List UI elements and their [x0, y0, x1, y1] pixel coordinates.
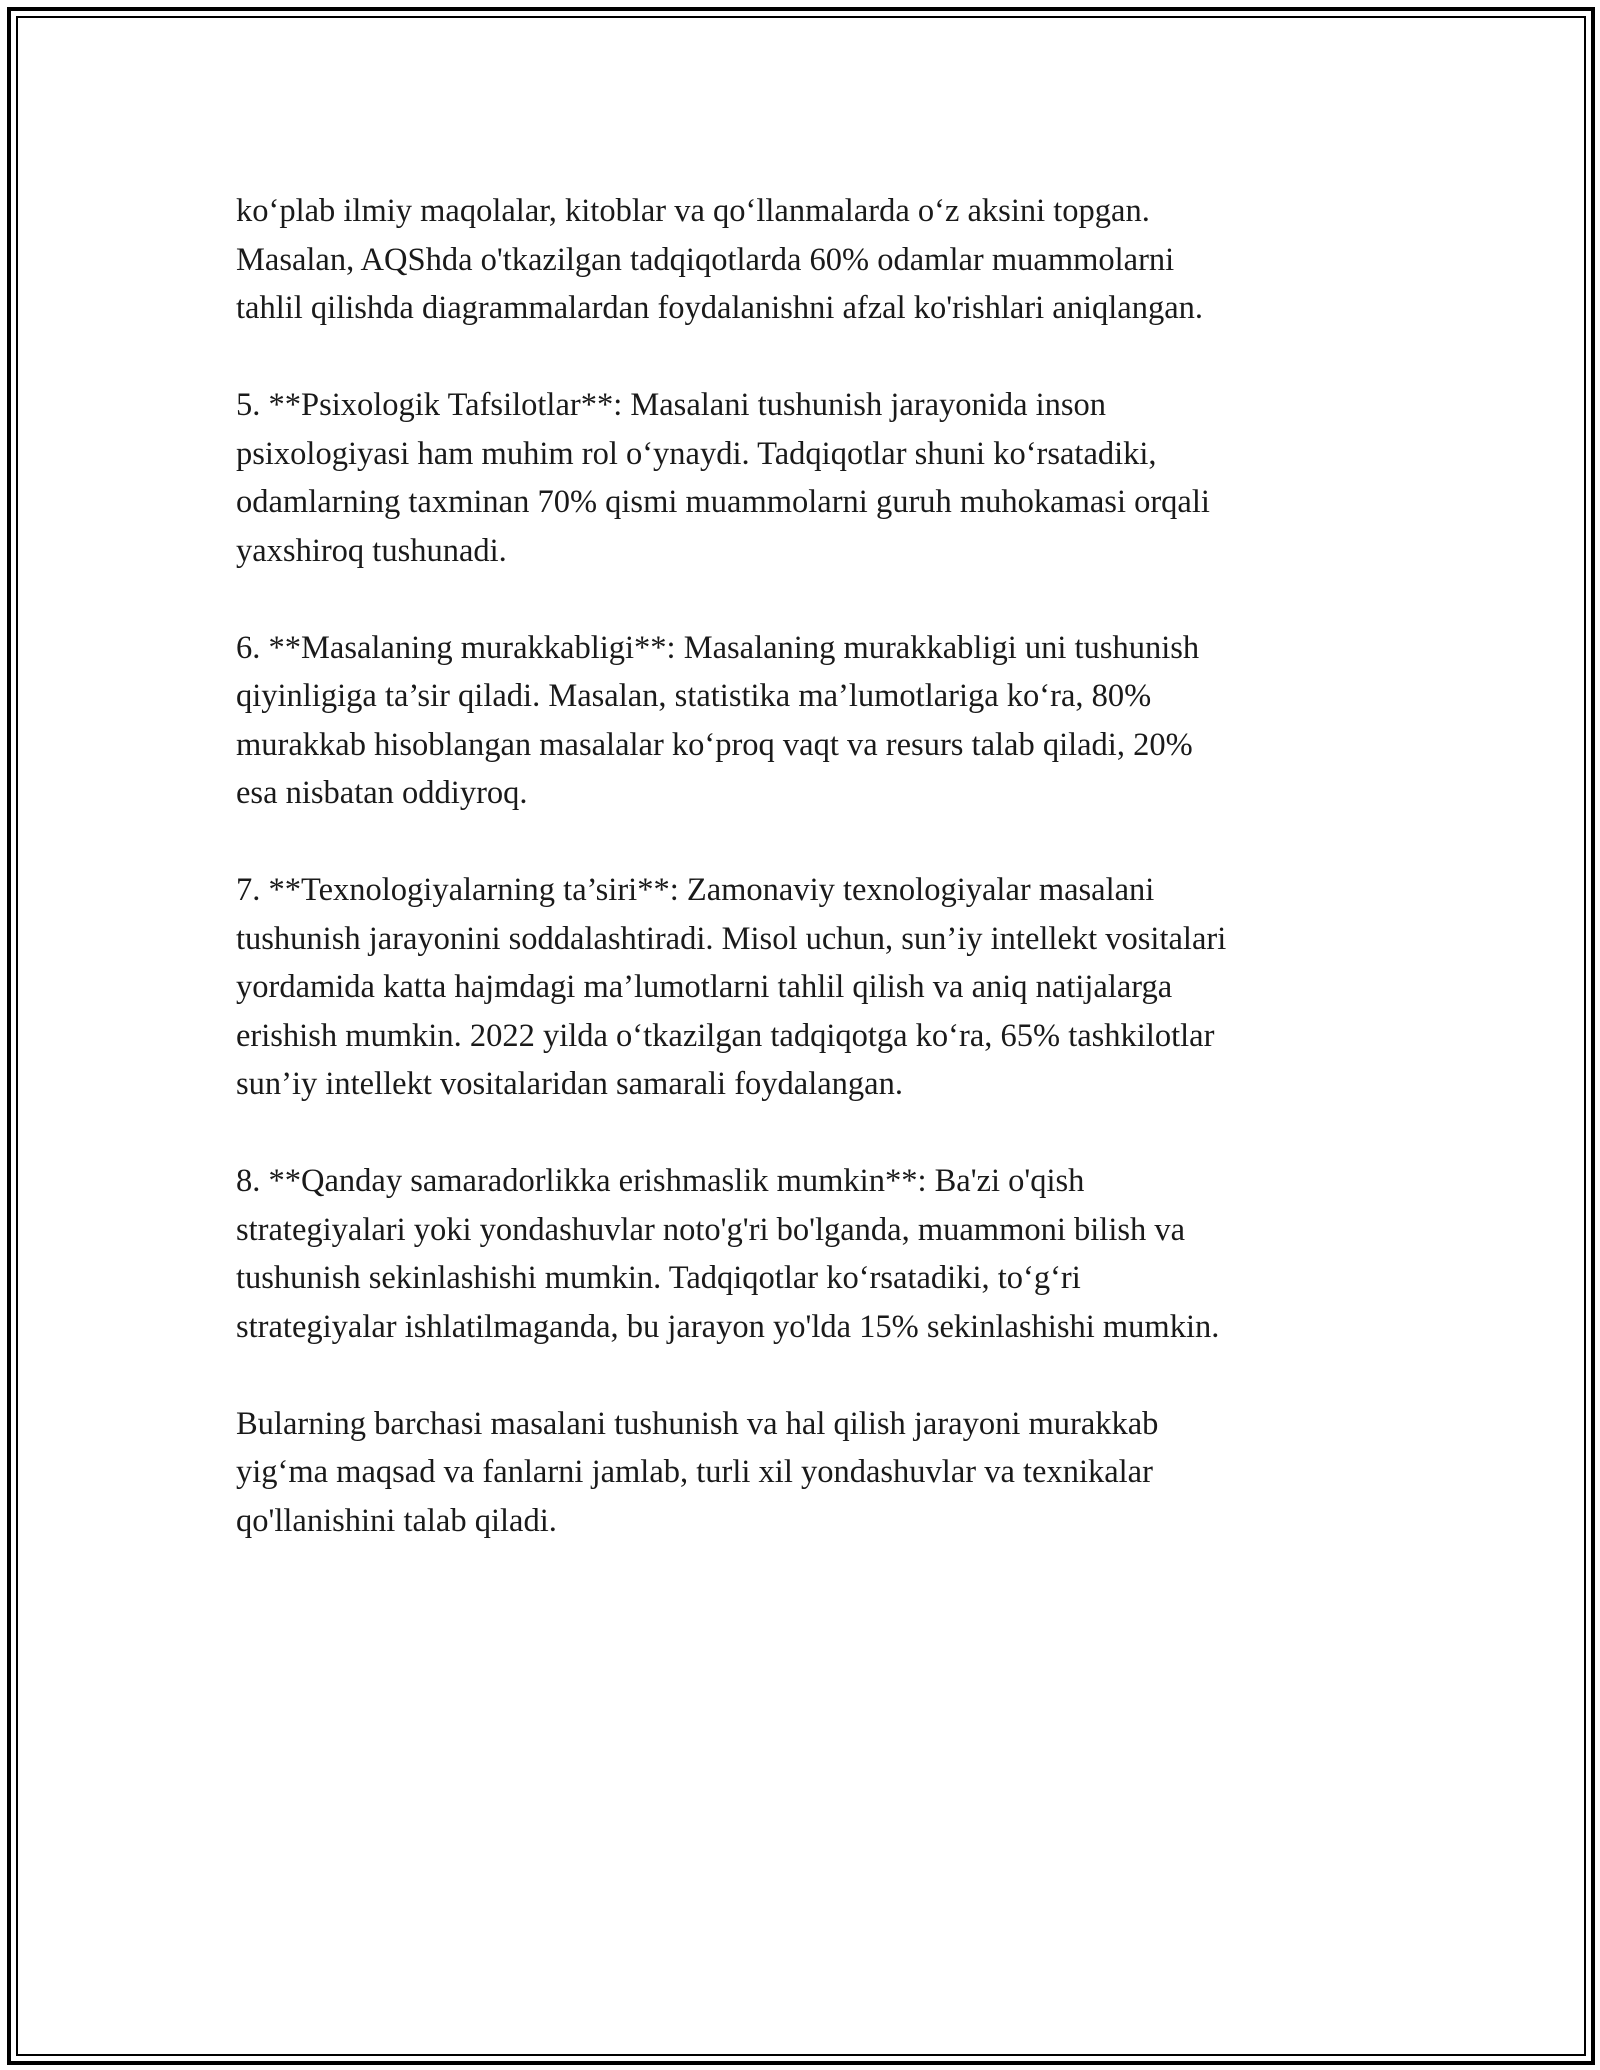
- text-line: ko‘plab ilmiy maqolalar, kitoblar va qo‘llanmalarda o‘z aksini topgan.: [236, 193, 1150, 229]
- paragraph-item-5: [236, 381, 1386, 575]
- text-line: 8. **Qanday samaradorlikka erishmaslik mumkin**: Ba'zi o'qish: [236, 1163, 1085, 1199]
- document-body: [236, 187, 1386, 1594]
- text-line: 6. **Masalaning murakkabligi**: Masalaning murakkabligi uni tushunish: [236, 629, 1200, 666]
- text-line: yig‘ma maqsad va fanlarni jamlab, turli xil yondashuvlar va texnikalar: [236, 1454, 1153, 1490]
- text-line: tushunish jarayonini soddalashtiradi. Misol uchun, sun’iy intellekt vositalari: [236, 920, 1227, 957]
- text-line: psixologiyasi ham muhim rol o‘ynaydi. Tadqiqotlar shuni ko‘rsatadiki,: [236, 435, 1157, 472]
- text-line: yaxshiroq tushunadi.: [236, 532, 507, 569]
- text-line: erishish mumkin. 2022 yilda o‘tkazilgan tadqiqotga ko‘ra, 65% tashkilotlar: [236, 1017, 1215, 1054]
- text-line: tahlil qilishda diagrammalardan foydalanishni afzal ko'rishlari aniqlangan.: [236, 290, 1204, 326]
- text-line: murakkab hisoblangan masalalar ko‘proq vaqt va resurs talab qiladi, 20%: [236, 726, 1193, 763]
- text-line: strategiyalar ishlatilmaganda, bu jarayon yo'lda 15% sekinlashishi mumkin.: [236, 1308, 1220, 1345]
- paragraph-intro: [236, 187, 1386, 333]
- text-line: 7. **Texnologiyalarning ta’siri**: Zamonaviy texnologiyalar masalani: [236, 872, 1155, 908]
- text-line: qiyinligiga ta’sir qiladi. Masalan, statistika ma’lumotlariga ko‘ra, 80%: [236, 678, 1152, 714]
- paragraph-item-8: [236, 1157, 1386, 1351]
- paragraph-item-6: [236, 624, 1386, 818]
- paragraph-item-7: [236, 866, 1386, 1109]
- text-line: sun’iy intellekt vositalaridan samarali foydalangan.: [236, 1066, 903, 1102]
- text-line: strategiyalari yoki yondashuvlar noto'g'ri bo'lganda, muammoni bilish va: [236, 1211, 1186, 1248]
- text-line: esa nisbatan oddiyroq.: [236, 775, 528, 811]
- paragraph-conclusion: [236, 1400, 1386, 1546]
- text-line: qo'llanishini talab qiladi.: [236, 1502, 557, 1539]
- text-line: odamlarning taxminan 70% qismi muammolarni guruh muhokamasi orqali: [236, 484, 1210, 520]
- text-line: 5. **Psixologik Tafsilotlar**: Masalani tushunish jarayonida inson: [236, 387, 1107, 423]
- text-line: Bularning barchasi masalani tushunish va hal qilish jarayoni murakkab: [236, 1405, 1159, 1442]
- text-line: Masalan, AQShda o'tkazilgan tadqiqotlarda 60% odamlar muammolarni: [236, 241, 1175, 278]
- text-line: yordamida katta hajmdagi ma’lumotlarni tahlil qilish va aniq natijalarga: [236, 969, 1173, 1005]
- text-line: tushunish sekinlashishi mumkin. Tadqiqotlar ko‘rsatadiki, to‘g‘ri: [236, 1260, 1081, 1296]
